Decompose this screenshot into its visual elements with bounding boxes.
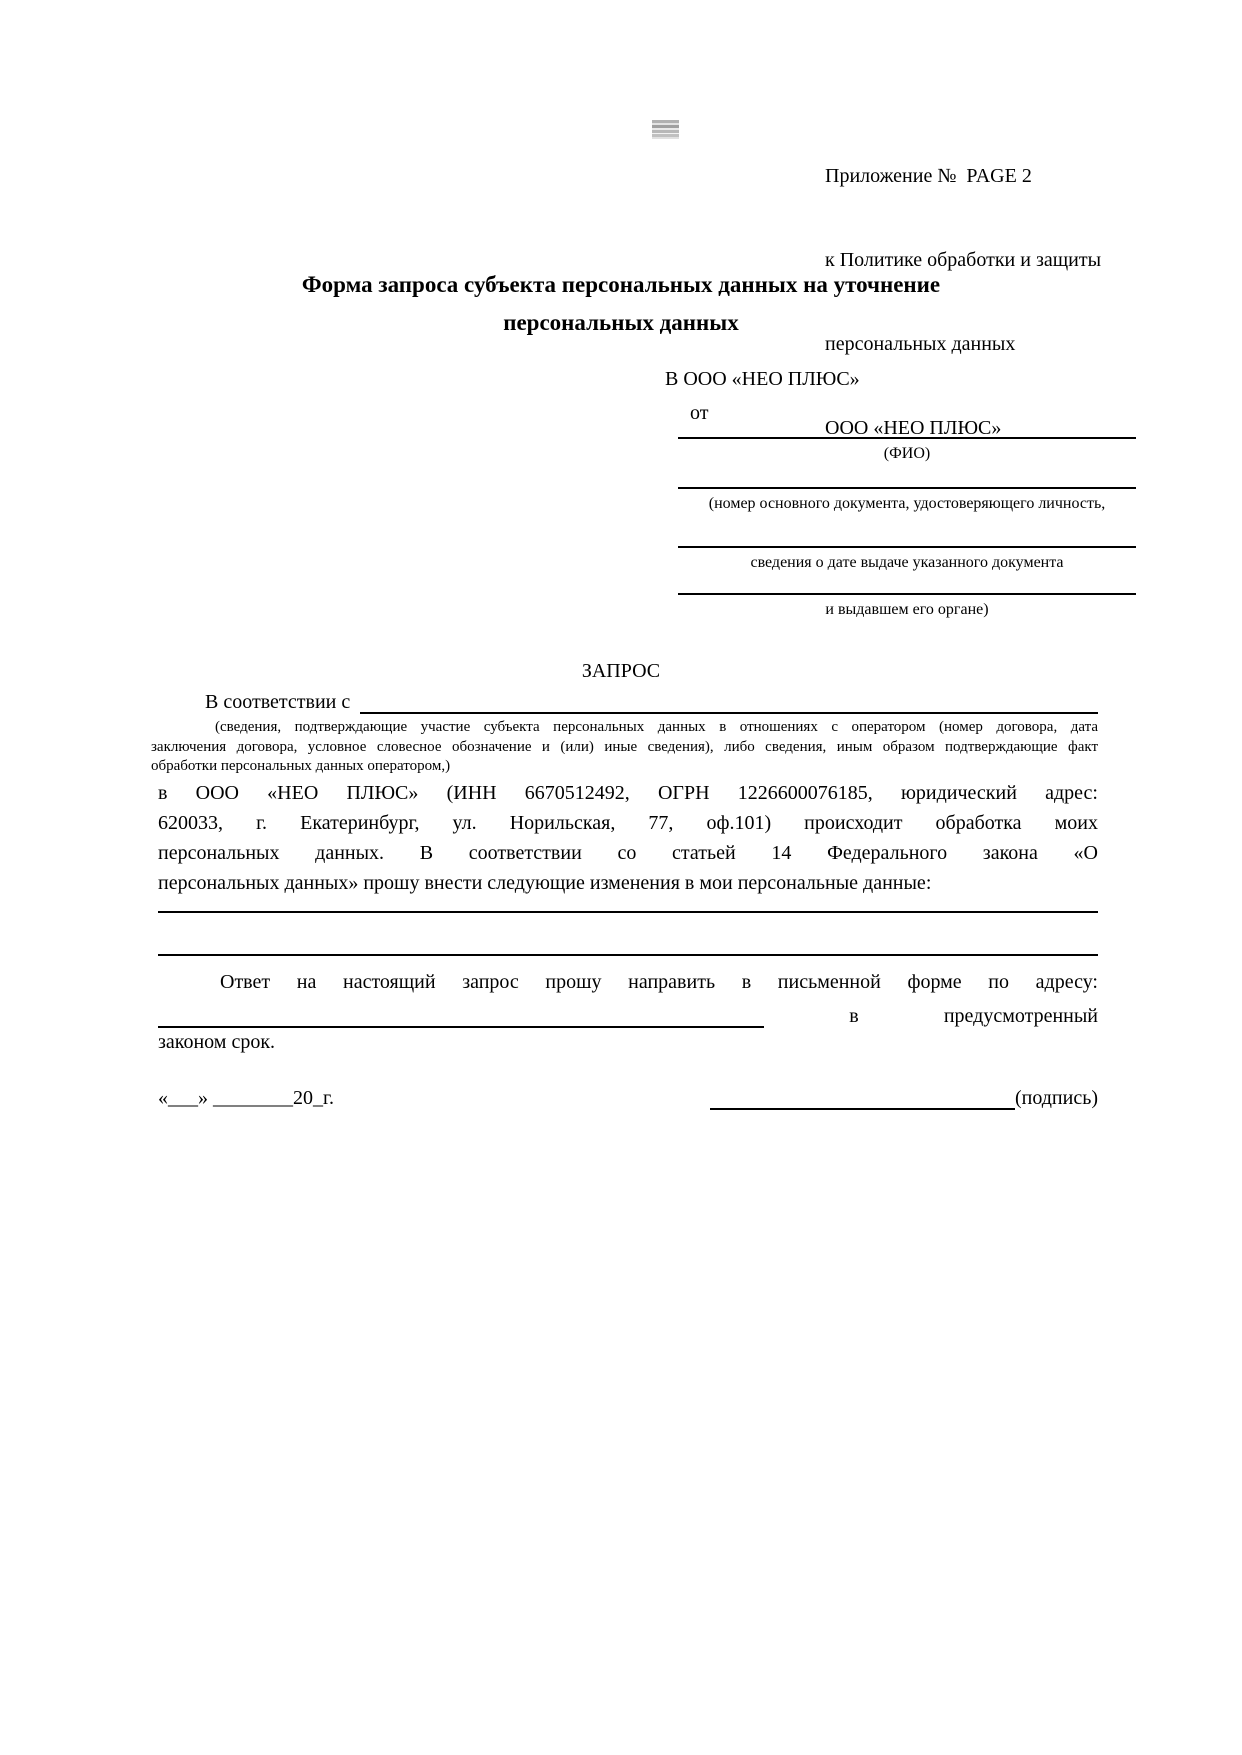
appendix-number-line: Приложение № PAGE 2	[825, 165, 1032, 187]
footnote-line: заключения договора, условное словесное обозначение и (или) иные сведения), либо сведения, иным образом подтверждающие факт	[151, 738, 1098, 755]
address-blank-line[interactable]	[158, 1002, 764, 1028]
body-line: персональных данных. В соответствии со статьей 14 Федерального закона «О	[158, 842, 1098, 864]
date-blank[interactable]: «___» ________20_г.	[158, 1087, 334, 1109]
form-title	[151, 266, 1091, 342]
footnote	[151, 718, 1098, 777]
signature-caption: (подпись)	[1014, 1087, 1098, 1109]
changes-blank-line-2[interactable]	[158, 954, 1098, 956]
form-title-line-1: Форма запроса субъекта персональных данных на уточнение	[301, 272, 941, 297]
reply-address-row	[158, 1000, 1098, 1028]
basis-blank-line[interactable]	[360, 688, 1098, 714]
body-line: в ООО «НЕО ПЛЮС» (ИНН 6670512492, ОГРН 1226600076185, юридический адрес:	[158, 782, 1098, 804]
addressee-company: В ООО «НЕО ПЛЮС»	[665, 368, 860, 390]
form-title-line-2: персональных данных	[503, 310, 739, 335]
blurred-field-code-icon	[652, 120, 679, 139]
body-line: 620033, г. Екатеринбург, ул. Норильская, 77, оф.101) происходит обработка моих	[158, 812, 1098, 834]
body-line: персональных данных» прошу внести следующие изменения в мои персональные данные:	[158, 872, 932, 894]
intro-text: В соответствии с	[205, 691, 351, 713]
reply-text-end: законом срок.	[158, 1031, 276, 1053]
date-signature-row	[158, 1080, 1098, 1110]
signature-blank-line[interactable]	[710, 1084, 1015, 1110]
changes-blank-line-1[interactable]	[158, 911, 1098, 913]
policy-reference-line: к Политике обработки и защиты	[825, 249, 1102, 271]
fio-caption: (ФИО)	[883, 445, 931, 462]
issuer-blank-line[interactable]	[678, 593, 1136, 595]
document-number-caption: (номер основного документа, удостоверяющего личность,	[708, 495, 1106, 512]
footnote-line: обработки персональных данных оператором,)	[151, 758, 451, 774]
reply-address-text: Ответ на настоящий запрос прошу направить в письменной форме по адресу:	[220, 971, 1098, 993]
footnote-line: (сведения, подтверждающие участие субъекта персональных данных в отношениях с оператором (номер договора, дата	[215, 719, 1098, 735]
document-number-blank-line[interactable]	[678, 487, 1136, 489]
issue-date-blank-line[interactable]	[678, 546, 1136, 548]
reply-word-term: предусмотренный	[943, 1005, 1098, 1027]
request-body	[158, 778, 1098, 898]
intro-row	[158, 686, 1098, 714]
issue-date-caption: сведения о дате выдаче указанного документа	[750, 554, 1064, 571]
reply-word-v: в	[849, 1005, 859, 1027]
request-heading: ЗАПРОС	[581, 660, 661, 682]
policy-reference-line-2: персональных данных	[825, 333, 1016, 355]
issuer-caption: и выдавшем его органе)	[825, 601, 989, 618]
from-label: от	[690, 402, 709, 424]
company-name-line: ООО «НЕО ПЛЮС»	[825, 417, 1002, 439]
fio-blank-line[interactable]	[678, 437, 1136, 439]
